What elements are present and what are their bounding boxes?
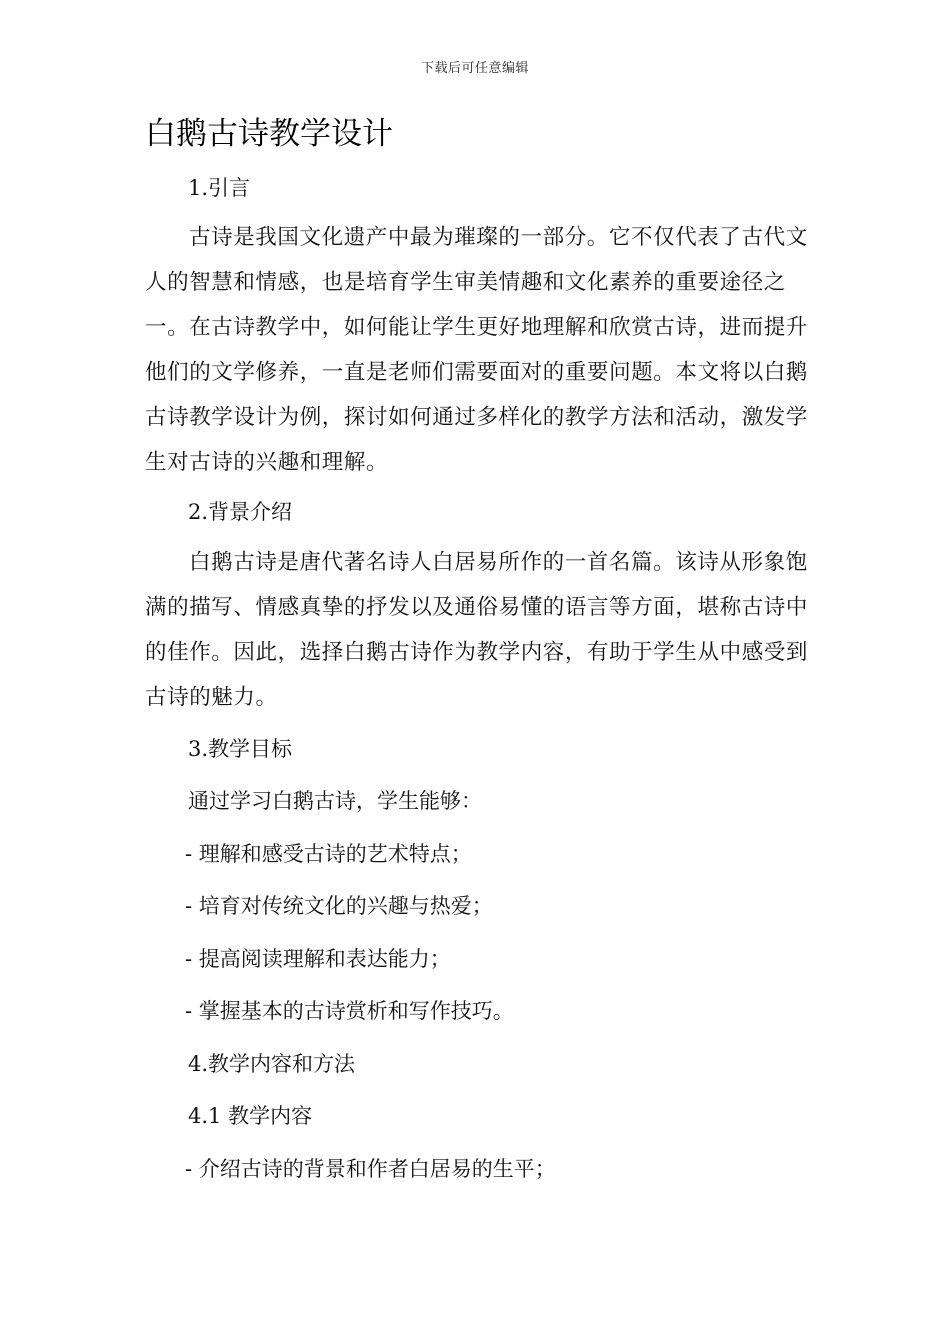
section-heading-background: 2.背景介绍 [188, 500, 293, 524]
header-note: 下载后可任意编辑 [420, 61, 529, 76]
goals-intro: 通过学习白鹅古诗，学生能够： [188, 789, 482, 813]
goal-item: - 培育对传统文化的兴趣与热爱； [185, 894, 493, 918]
subsection-heading-content: 4.1 教学内容 [188, 1104, 313, 1128]
goal-item: - 提高阅读理解和表达能力； [185, 947, 451, 971]
section-heading-intro: 1.引言 [188, 176, 251, 200]
section-heading-goals: 3.教学目标 [188, 737, 293, 761]
content-item: - 介绍古诗的背景和作者白居易的生平； [185, 1157, 556, 1181]
document-title: 白鹅古诗教学设计 [145, 116, 393, 152]
goal-item: - 理解和感受古诗的艺术特点； [185, 842, 472, 866]
goal-item: - 掌握基本的古诗赏析和写作技巧。 [185, 999, 514, 1023]
intro-paragraph: 古诗是我国文化遗产中最为璀璨的一部分。它不仅代表了古代文人的智慧和情感，也是培育学生审美情趣和文化素养的重要途径之一。在古诗教学中，如何能让学生更好地理解和欣赏古诗，进而提升他们的文学修养，一直是老师们需要面对的重要问题。本文将以白鹅古诗教学设计为例，探讨如何通过多样化的教学方法和活动，激发学生对古诗的兴趣和理解。 [145, 225, 809, 475]
section-heading-content: 4.教学内容和方法 [188, 1052, 356, 1076]
background-paragraph: 白鹅古诗是唐代著名诗人白居易所作的一首名篇。该诗从形象饱满的描写、情感真挚的抒发以及通俗易懂的语言等方面，堪称古诗中的佳作。因此，选择白鹅古诗作为教学内容，有助于学生从中感受到古诗的魅力。 [145, 550, 809, 710]
